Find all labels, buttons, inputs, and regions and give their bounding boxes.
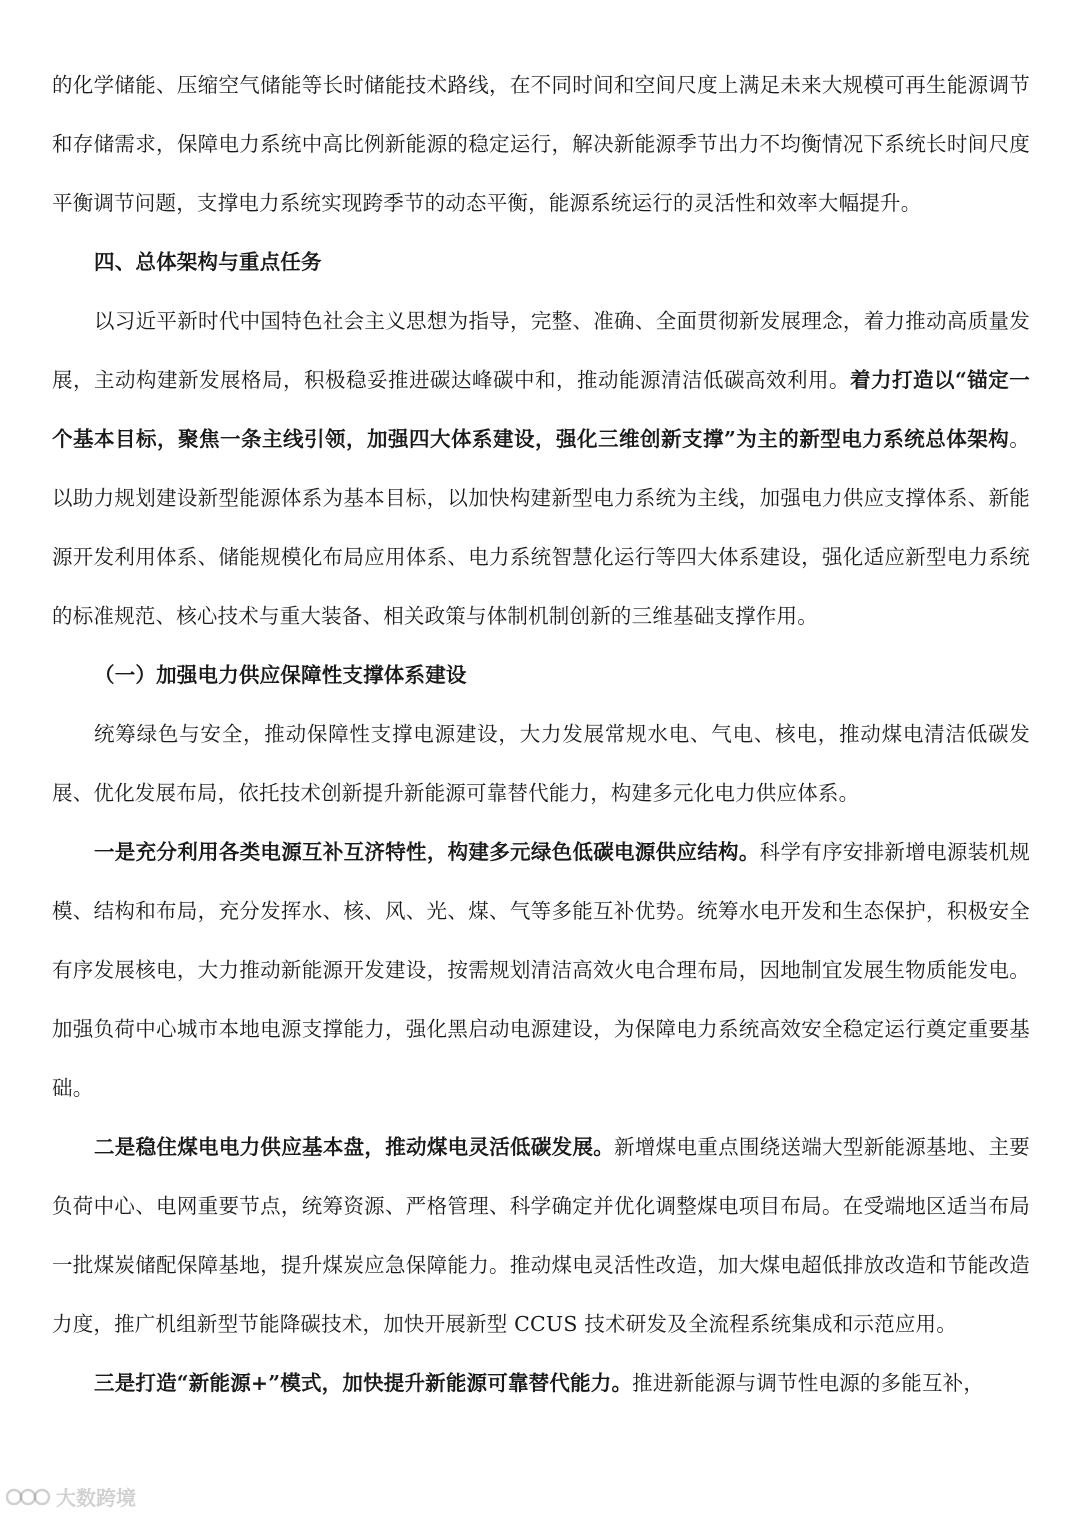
paragraph-point-one bbox=[52, 823, 1030, 1118]
watermark-logo-icon bbox=[6, 1486, 52, 1508]
paragraph-text: 以习近平新时代中国特色社会主义思想为指导，完整、准确、全面贯彻新发展理念，着力推动高质量发展，主动构建新发展格局，积极稳妥推进碳达峰碳中和，推动能源清洁低碳高效利用。 bbox=[52, 309, 1030, 392]
subsection-heading-1: （一）加强电力供应保障性支撑体系建设 bbox=[94, 663, 467, 687]
watermark-text: 大数跨境 bbox=[56, 1486, 136, 1510]
paragraph-text: 科学有序安排新增电源装机规模、结构和布局，充分发挥水、核、风、光、煤、气等多能互补优势。统筹水电开发和生态保护，积极安全有序发展核电，大力推动新能源开发建设，按需规划清洁高效火电合理布局，因地制宜发展生物质能发电。加强负荷中心城市本地电源支撑能力，强化黑启动电源建设，为保障电力系统高效安全稳定运行奠定重要基础。 bbox=[52, 840, 1030, 1100]
paragraph-guiding-thought bbox=[52, 292, 1030, 646]
paragraph-supply-overview: 统筹绿色与安全，推动保障性支撑电源建设，大力发展常规水电、气电、核电，推动煤电清洁低碳发展、优化发展布局，依托技术创新提升新能源可靠替代能力，构建多元化电力供应体系。 bbox=[52, 722, 1030, 805]
paragraph-bold-text: 着力打造以“锚定一个基本目标，聚焦一条主线引领，加强四大体系建设，强化三维创新支撑”为主的新型电力系统总体架构 bbox=[52, 368, 1030, 451]
document-page bbox=[52, 56, 1030, 1413]
paragraph-text: 新增煤电重点围绕送端大型新能源基地、主要负荷中心、电网重要节点，统筹资源、严格管理、科学确定并优化调整煤电项目布局。在受端地区适当布局一批煤炭储配保障基地，提升煤炭应急保障能力。推动煤电灵活性改造，加大煤电超低排放改造和节能改造力度，推广机组新型节能降碳技术，加快开展新型 CCUS 技术研发及全流程系统集成和示范应用。 bbox=[52, 1135, 1031, 1336]
paragraph-point-two bbox=[52, 1118, 1030, 1354]
paragraph-bold-text: 二是稳住煤电电力供应基本盘，推动煤电灵活低碳发展。 bbox=[94, 1135, 615, 1159]
paragraph-bold-text: 一是充分利用各类电源互补互济特性，构建多元绿色低碳电源供应结构。 bbox=[94, 840, 760, 864]
paragraph-point-three bbox=[52, 1354, 1030, 1413]
watermark bbox=[6, 1482, 136, 1511]
section-heading-4: 四、总体架构与重点任务 bbox=[94, 250, 322, 274]
paragraph-intro: 的化学储能、压缩空气储能等长时储能技术路线，在不同时间和空间尺度上满足未来大规模可再生能源调节和存储需求，保障电力系统中高比例新能源的稳定运行，解决新能源季节出力不均衡情况下系统长时间尺度平衡调节问题，支撑电力系统实现跨季节的动态平衡，能源系统运行的灵活性和效率大幅提升。 bbox=[52, 73, 1030, 215]
paragraph-text: 。以助力规划建设新型能源体系为基本目标，以加快构建新型电力系统为主线，加强电力供应支撑体系、新能源开发利用体系、储能规模化布局应用体系、电力系统智慧化运行等四大体系建设，强化适应新型电力系统的标准规范、核心技术与重大装备、相关政策与体制机制创新的三维基础支撑作用。 bbox=[52, 427, 1030, 628]
paragraph-text: 推进新能源与调节性电源的多能互补， bbox=[632, 1371, 985, 1395]
paragraph-bold-text: 三是打造“新能源+”模式，加快提升新能源可靠替代能力。 bbox=[94, 1371, 633, 1395]
